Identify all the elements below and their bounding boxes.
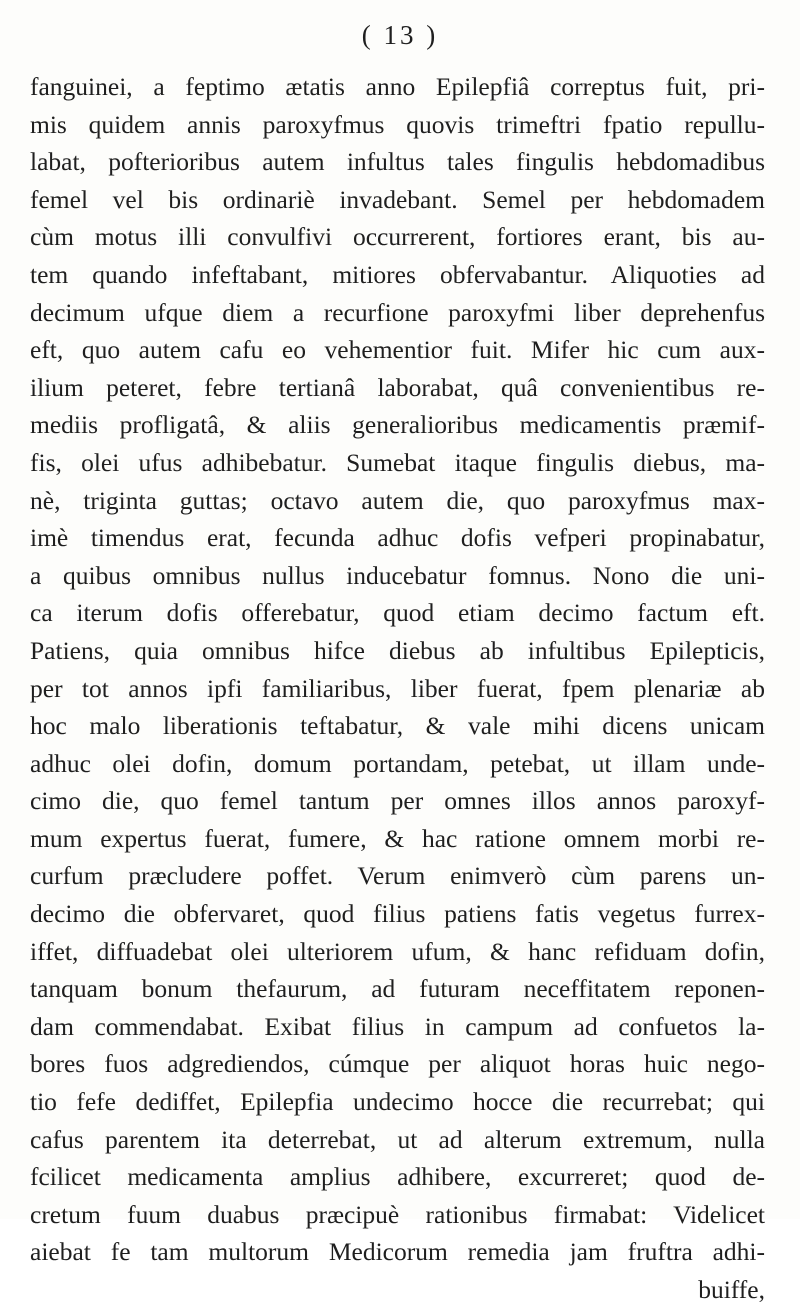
text-line: tio fefe dediffet, Epilepfia undecimo hocce die recurrebat; qui [30,1087,765,1117]
text-line: hoc malo liberationis teftabatur, & vale mihi dicens unicam [30,711,765,741]
text-line: Patiens, quia omnibus hifce diebus ab infultibus Epilepticis, [30,635,765,665]
text-line: decimum ufque diem a recurfione paroxyfmi liber deprehenfus [30,297,765,327]
catchword: buiffe, [698,1275,765,1304]
text-line: ilium peteret, febre tertianâ laborabat, quâ convenientibus re- [30,372,765,402]
text-line: cretum fuum duabus præcipuè rationibus firmabat: Videlicet [30,1199,765,1229]
text-line: nè, triginta guttas; octavo autem die, quo paroxyfmus max- [30,485,765,515]
body-text [30,68,765,1309]
text-line: ca iterum dofis offerebatur, quod etiam decimo factum eft. [30,598,765,628]
text-line: tanquam bonum thefaurum, ad futuram neceffitatem reponen- [30,974,765,1004]
text-line: curfum præcludere poffet. Verum enimverò cùm parens un- [30,861,765,891]
text-line: mis quidem annis paroxyfmus quovis trimeftri fpatio repullu- [30,109,765,139]
text-line: decimo die obfervaret, quod filius patiens fatis vegetus furrex- [30,899,765,929]
text-line: adhuc olei dofin, domum portandam, petebat, ut illam unde- [30,748,765,778]
text-line: fcilicet medicamenta amplius adhibere, excurreret; quod de- [30,1162,765,1192]
text-line: aiebat fe tam multorum Medicorum remedia jam fruftra adhi- [30,1237,765,1267]
text-line: cimo die, quo femel tantum per omnes illos annos paroxyf- [30,786,765,816]
text-line: per tot annos ipfi familiaribus, liber fuerat, fpem plenariæ ab [30,673,765,703]
text-line: femel vel bis ordinariè invadebant. Semel per hebdomadem [30,184,765,214]
text-line: fis, olei ufus adhibebatur. Sumebat itaque fingulis diebus, ma- [30,447,765,477]
text-line: imè timendus erat, fecunda adhuc dofis vefperi propinabatur, [30,523,765,553]
page-number: ( 13 ) [361,20,439,50]
text-line: a quibus omnibus nullus inducebatur fomnus. Nono die uni- [30,560,765,590]
text-line: eft, quo autem cafu eo vehementior fuit. Mifer hic cum aux- [30,335,765,365]
text-line: dam commendabat. Exibat filius in campum ad confuetos la- [30,1011,765,1041]
text-line: bores fuos adgrediendos, cúmque per aliquot horas huic nego- [30,1049,765,1079]
text-line: mediis profligatâ, & aliis generalioribus medicamentis præmif- [30,410,765,440]
text-line: cùm motus illi convulfivi occurrerent, fortiores erant, bis au- [30,222,765,252]
text-line: iffet, diffuadebat olei ulteriorem ufum, & hanc refiduam dofin, [30,936,765,966]
text-line: tem quando infeftabant, mitiores obfervabantur. Aliquoties ad [30,259,765,289]
text-line: mum expertus fuerat, fumere, & hac ratione omnem morbi re- [30,823,765,853]
text-line: labat, pofterioribus autem infultus tales fingulis hebdomadibus [30,147,765,177]
text-line: cafus parentem ita deterrebat, ut ad alterum extremum, nulla [30,1124,765,1154]
text-line: fanguinei, a feptimo ætatis anno Epilepfiâ correptus fuit, pri- [30,72,765,101]
